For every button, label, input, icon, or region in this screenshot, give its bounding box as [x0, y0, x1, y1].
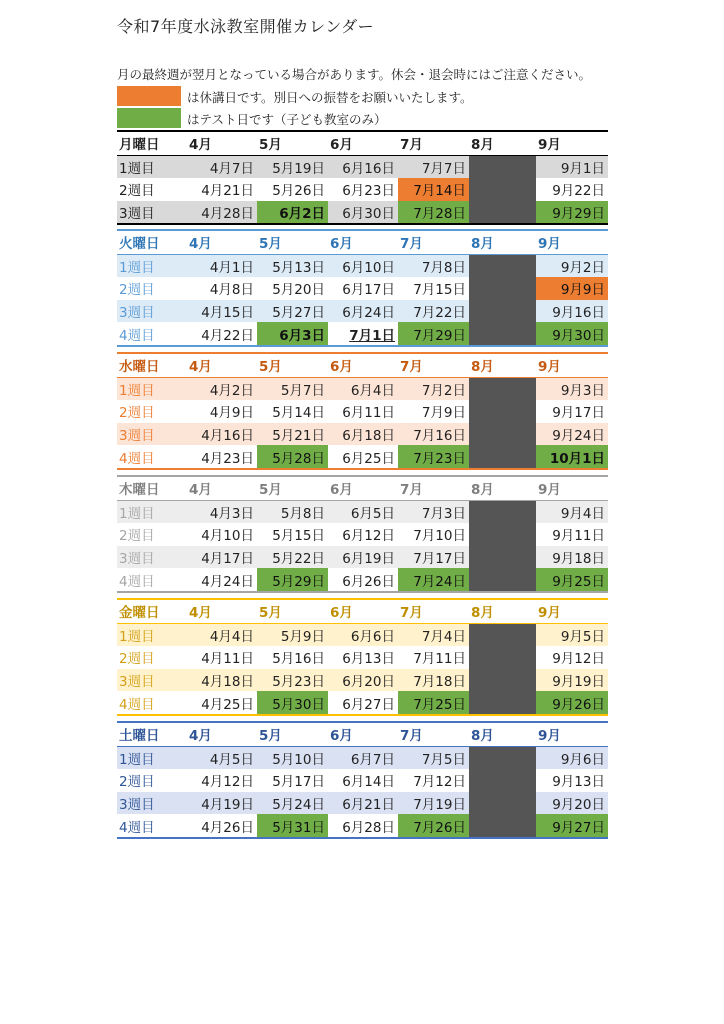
date-cell: 4月23日 — [187, 445, 257, 468]
date-cell: 5月27日 — [257, 300, 328, 323]
date-cell: 4月12日 — [187, 769, 257, 792]
notice-text: 月の最終週が翌月となっている場合があります。休会・退会時にはご注意ください。 — [117, 67, 592, 82]
week-label: 3週目 — [117, 300, 187, 323]
week-label: 4週目 — [117, 322, 187, 345]
month-header: 8月 — [471, 605, 494, 622]
week-label: 2週目 — [117, 400, 187, 423]
date-cell: 9月13日 — [536, 769, 608, 792]
date-cell: 7月8日 — [398, 255, 469, 278]
week-label: 2週目 — [117, 178, 187, 201]
day-section — [117, 721, 608, 839]
date-cell: 4月5日 — [187, 747, 257, 770]
august-closed-block — [469, 156, 536, 224]
august-closed-block — [469, 624, 536, 714]
week-label: 1週目 — [117, 156, 187, 179]
date-cell: 7月11日 — [398, 646, 469, 669]
date-cell: 9月18日 — [536, 546, 608, 569]
section-bottom-rule — [117, 345, 608, 347]
month-header: 4月 — [189, 137, 212, 154]
date-cell: 6月28日 — [328, 814, 398, 837]
month-header: 5月 — [259, 605, 282, 622]
date-cell: 6月7日 — [328, 747, 398, 770]
date-cell: 4月8日 — [187, 277, 257, 300]
date-cell: 4月2日 — [187, 378, 257, 401]
date-cell: 5月14日 — [257, 400, 328, 423]
date-cell: 7月9日 — [398, 400, 469, 423]
day-header-row — [117, 721, 608, 747]
date-cell: 7月26日 — [398, 814, 469, 837]
date-cell: 4月28日 — [187, 201, 257, 224]
month-header: 7月 — [400, 359, 423, 376]
date-cell: 5月28日 — [257, 445, 328, 468]
date-cell: 7月23日 — [398, 445, 469, 468]
week-label: 2週目 — [117, 523, 187, 546]
month-header: 7月 — [400, 605, 423, 622]
date-cell: 4月10日 — [187, 523, 257, 546]
week-label: 4週目 — [117, 814, 187, 837]
month-header: 8月 — [471, 359, 494, 376]
date-cell: 9月5日 — [536, 624, 608, 647]
day-label: 土曜日 — [119, 728, 160, 745]
date-cell: 7月3日 — [398, 501, 469, 524]
week-label: 4週目 — [117, 691, 187, 714]
date-cell: 5月13日 — [257, 255, 328, 278]
date-cell: 5月21日 — [257, 423, 328, 446]
date-cell: 4月1日 — [187, 255, 257, 278]
date-cell: 5月29日 — [257, 568, 328, 591]
month-header: 4月 — [189, 728, 212, 745]
date-cell: 6月12日 — [328, 523, 398, 546]
date-cell: 5月16日 — [257, 646, 328, 669]
month-header: 5月 — [259, 359, 282, 376]
august-closed-block — [469, 255, 536, 345]
date-cell: 7月2日 — [398, 378, 469, 401]
month-header: 6月 — [330, 728, 353, 745]
date-cell: 5月22日 — [257, 546, 328, 569]
date-cell: 6月20日 — [328, 669, 398, 692]
date-cell: 9月29日 — [536, 201, 608, 224]
month-header: 5月 — [259, 236, 282, 253]
legend-test — [117, 108, 608, 128]
date-cell: 5月15日 — [257, 523, 328, 546]
august-closed-block — [469, 747, 536, 837]
day-label: 月曜日 — [119, 137, 160, 154]
date-cell: 9月30日 — [536, 322, 608, 345]
date-cell: 6月18日 — [328, 423, 398, 446]
week-label: 3週目 — [117, 669, 187, 692]
day-header-row — [117, 475, 608, 501]
month-header: 7月 — [400, 482, 423, 499]
week-label: 1週目 — [117, 255, 187, 278]
date-cell: 5月7日 — [257, 378, 328, 401]
section-bottom-rule — [117, 714, 608, 716]
month-header: 6月 — [330, 482, 353, 499]
month-header: 9月 — [538, 605, 561, 622]
date-cell: 4月3日 — [187, 501, 257, 524]
month-header: 4月 — [189, 605, 212, 622]
month-header: 9月 — [538, 359, 561, 376]
date-cell: 7月25日 — [398, 691, 469, 714]
page-title: 令和7年度水泳教室開催カレンダー — [117, 17, 375, 36]
month-header: 4月 — [189, 482, 212, 499]
date-cell: 4月9日 — [187, 400, 257, 423]
date-cell: 5月20日 — [257, 277, 328, 300]
month-header: 9月 — [538, 236, 561, 253]
week-label: 3週目 — [117, 546, 187, 569]
date-cell: 9月1日 — [536, 156, 608, 179]
date-cell: 7月4日 — [398, 624, 469, 647]
date-cell: 4月11日 — [187, 646, 257, 669]
week-label: 4週目 — [117, 568, 187, 591]
date-cell: 7月17日 — [398, 546, 469, 569]
date-cell: 7月22日 — [398, 300, 469, 323]
date-cell: 6月21日 — [328, 792, 398, 815]
date-cell: 5月10日 — [257, 747, 328, 770]
month-header: 4月 — [189, 236, 212, 253]
date-cell: 9月12日 — [536, 646, 608, 669]
date-cell: 5月8日 — [257, 501, 328, 524]
date-cell: 9月27日 — [536, 814, 608, 837]
day-section — [117, 229, 608, 347]
month-header: 7月 — [400, 728, 423, 745]
date-cell: 5月9日 — [257, 624, 328, 647]
date-cell: 5月17日 — [257, 769, 328, 792]
date-cell: 5月26日 — [257, 178, 328, 201]
month-header: 9月 — [538, 728, 561, 745]
date-cell: 9月20日 — [536, 792, 608, 815]
month-header: 6月 — [330, 605, 353, 622]
date-cell: 4月24日 — [187, 568, 257, 591]
date-cell: 9月3日 — [536, 378, 608, 401]
date-cell: 4月4日 — [187, 624, 257, 647]
date-cell: 4月18日 — [187, 669, 257, 692]
date-cell: 9月4日 — [536, 501, 608, 524]
date-cell: 6月30日 — [328, 201, 398, 224]
week-label: 4週目 — [117, 445, 187, 468]
date-cell: 7月29日 — [398, 322, 469, 345]
month-header: 5月 — [259, 137, 282, 154]
date-cell: 6月4日 — [328, 378, 398, 401]
date-cell: 10月1日 — [536, 445, 608, 468]
date-cell: 6月2日 — [257, 201, 328, 224]
date-cell: 6月16日 — [328, 156, 398, 179]
month-header: 7月 — [400, 137, 423, 154]
date-cell: 7月7日 — [398, 156, 469, 179]
date-cell: 6月25日 — [328, 445, 398, 468]
day-label: 金曜日 — [119, 605, 160, 622]
week-label: 2週目 — [117, 646, 187, 669]
test-swatch — [117, 108, 181, 128]
date-cell: 9月6日 — [536, 747, 608, 770]
day-section — [117, 130, 608, 225]
section-bottom-rule — [117, 468, 608, 470]
day-label: 木曜日 — [119, 482, 160, 499]
legend-test-text: はテスト日です（子ども教室のみ） — [187, 112, 387, 127]
section-bottom-rule — [117, 223, 608, 225]
date-cell: 9月24日 — [536, 423, 608, 446]
date-cell: 6月13日 — [328, 646, 398, 669]
week-label: 1週目 — [117, 747, 187, 770]
date-cell: 9月26日 — [536, 691, 608, 714]
section-bottom-rule — [117, 591, 608, 593]
holiday-swatch — [117, 86, 181, 106]
date-cell: 7月28日 — [398, 201, 469, 224]
date-cell: 6月6日 — [328, 624, 398, 647]
date-cell: 4月26日 — [187, 814, 257, 837]
month-header: 9月 — [538, 482, 561, 499]
week-label: 3週目 — [117, 201, 187, 224]
date-cell: 7月12日 — [398, 769, 469, 792]
date-cell: 7月18日 — [398, 669, 469, 692]
month-header: 5月 — [259, 482, 282, 499]
date-cell: 4月15日 — [187, 300, 257, 323]
date-cell: 4月16日 — [187, 423, 257, 446]
date-cell: 7月19日 — [398, 792, 469, 815]
legend-holiday-text: は休講日です。別日への振替をお願いいたします。 — [187, 90, 473, 105]
date-cell: 4月21日 — [187, 178, 257, 201]
date-cell: 5月31日 — [257, 814, 328, 837]
date-cell: 7月15日 — [398, 277, 469, 300]
month-header: 6月 — [330, 137, 353, 154]
week-label: 1週目 — [117, 378, 187, 401]
date-cell: 7月16日 — [398, 423, 469, 446]
day-header-row — [117, 352, 608, 378]
day-section — [117, 352, 608, 470]
august-closed-block — [469, 378, 536, 468]
date-cell: 6月10日 — [328, 255, 398, 278]
date-cell: 6月14日 — [328, 769, 398, 792]
day-section — [117, 475, 608, 593]
month-header: 7月 — [400, 236, 423, 253]
date-cell: 9月2日 — [536, 255, 608, 278]
day-label: 水曜日 — [119, 359, 160, 376]
date-cell: 9月16日 — [536, 300, 608, 323]
date-cell: 9月22日 — [536, 178, 608, 201]
date-cell: 6月11日 — [328, 400, 398, 423]
date-cell: 6月19日 — [328, 546, 398, 569]
date-cell: 5月24日 — [257, 792, 328, 815]
month-header: 6月 — [330, 359, 353, 376]
week-label: 3週目 — [117, 792, 187, 815]
date-cell: 5月23日 — [257, 669, 328, 692]
date-cell: 7月1日 — [328, 322, 398, 345]
week-label: 1週目 — [117, 501, 187, 524]
month-header: 6月 — [330, 236, 353, 253]
date-cell: 6月17日 — [328, 277, 398, 300]
month-header: 5月 — [259, 728, 282, 745]
date-cell: 4月17日 — [187, 546, 257, 569]
date-cell: 9月25日 — [536, 568, 608, 591]
week-label: 1週目 — [117, 624, 187, 647]
date-cell: 6月5日 — [328, 501, 398, 524]
date-cell: 4月7日 — [187, 156, 257, 179]
day-header-row — [117, 229, 608, 255]
day-section — [117, 598, 608, 716]
month-header: 8月 — [471, 482, 494, 499]
month-header: 8月 — [471, 137, 494, 154]
date-cell: 9月9日 — [536, 277, 608, 300]
date-cell: 5月30日 — [257, 691, 328, 714]
month-header: 8月 — [471, 236, 494, 253]
day-header-row — [117, 598, 608, 624]
legend-holiday — [117, 86, 608, 106]
date-cell: 6月23日 — [328, 178, 398, 201]
date-cell: 7月14日 — [398, 178, 469, 201]
week-label: 2週目 — [117, 769, 187, 792]
day-header-row — [117, 130, 608, 156]
date-cell: 4月25日 — [187, 691, 257, 714]
date-cell: 6月3日 — [257, 322, 328, 345]
date-cell: 6月26日 — [328, 568, 398, 591]
date-cell: 9月17日 — [536, 400, 608, 423]
date-cell: 5月19日 — [257, 156, 328, 179]
date-cell: 4月22日 — [187, 322, 257, 345]
date-cell: 6月27日 — [328, 691, 398, 714]
date-cell: 7月10日 — [398, 523, 469, 546]
month-header: 4月 — [189, 359, 212, 376]
august-closed-block — [469, 501, 536, 591]
month-header: 9月 — [538, 137, 561, 154]
week-label: 3週目 — [117, 423, 187, 446]
month-header: 8月 — [471, 728, 494, 745]
section-bottom-rule — [117, 837, 608, 839]
date-cell: 7月5日 — [398, 747, 469, 770]
date-cell: 6月24日 — [328, 300, 398, 323]
date-cell: 9月19日 — [536, 669, 608, 692]
week-label: 2週目 — [117, 277, 187, 300]
date-cell: 4月19日 — [187, 792, 257, 815]
date-cell: 7月24日 — [398, 568, 469, 591]
date-cell: 9月11日 — [536, 523, 608, 546]
day-label: 火曜日 — [119, 236, 160, 253]
